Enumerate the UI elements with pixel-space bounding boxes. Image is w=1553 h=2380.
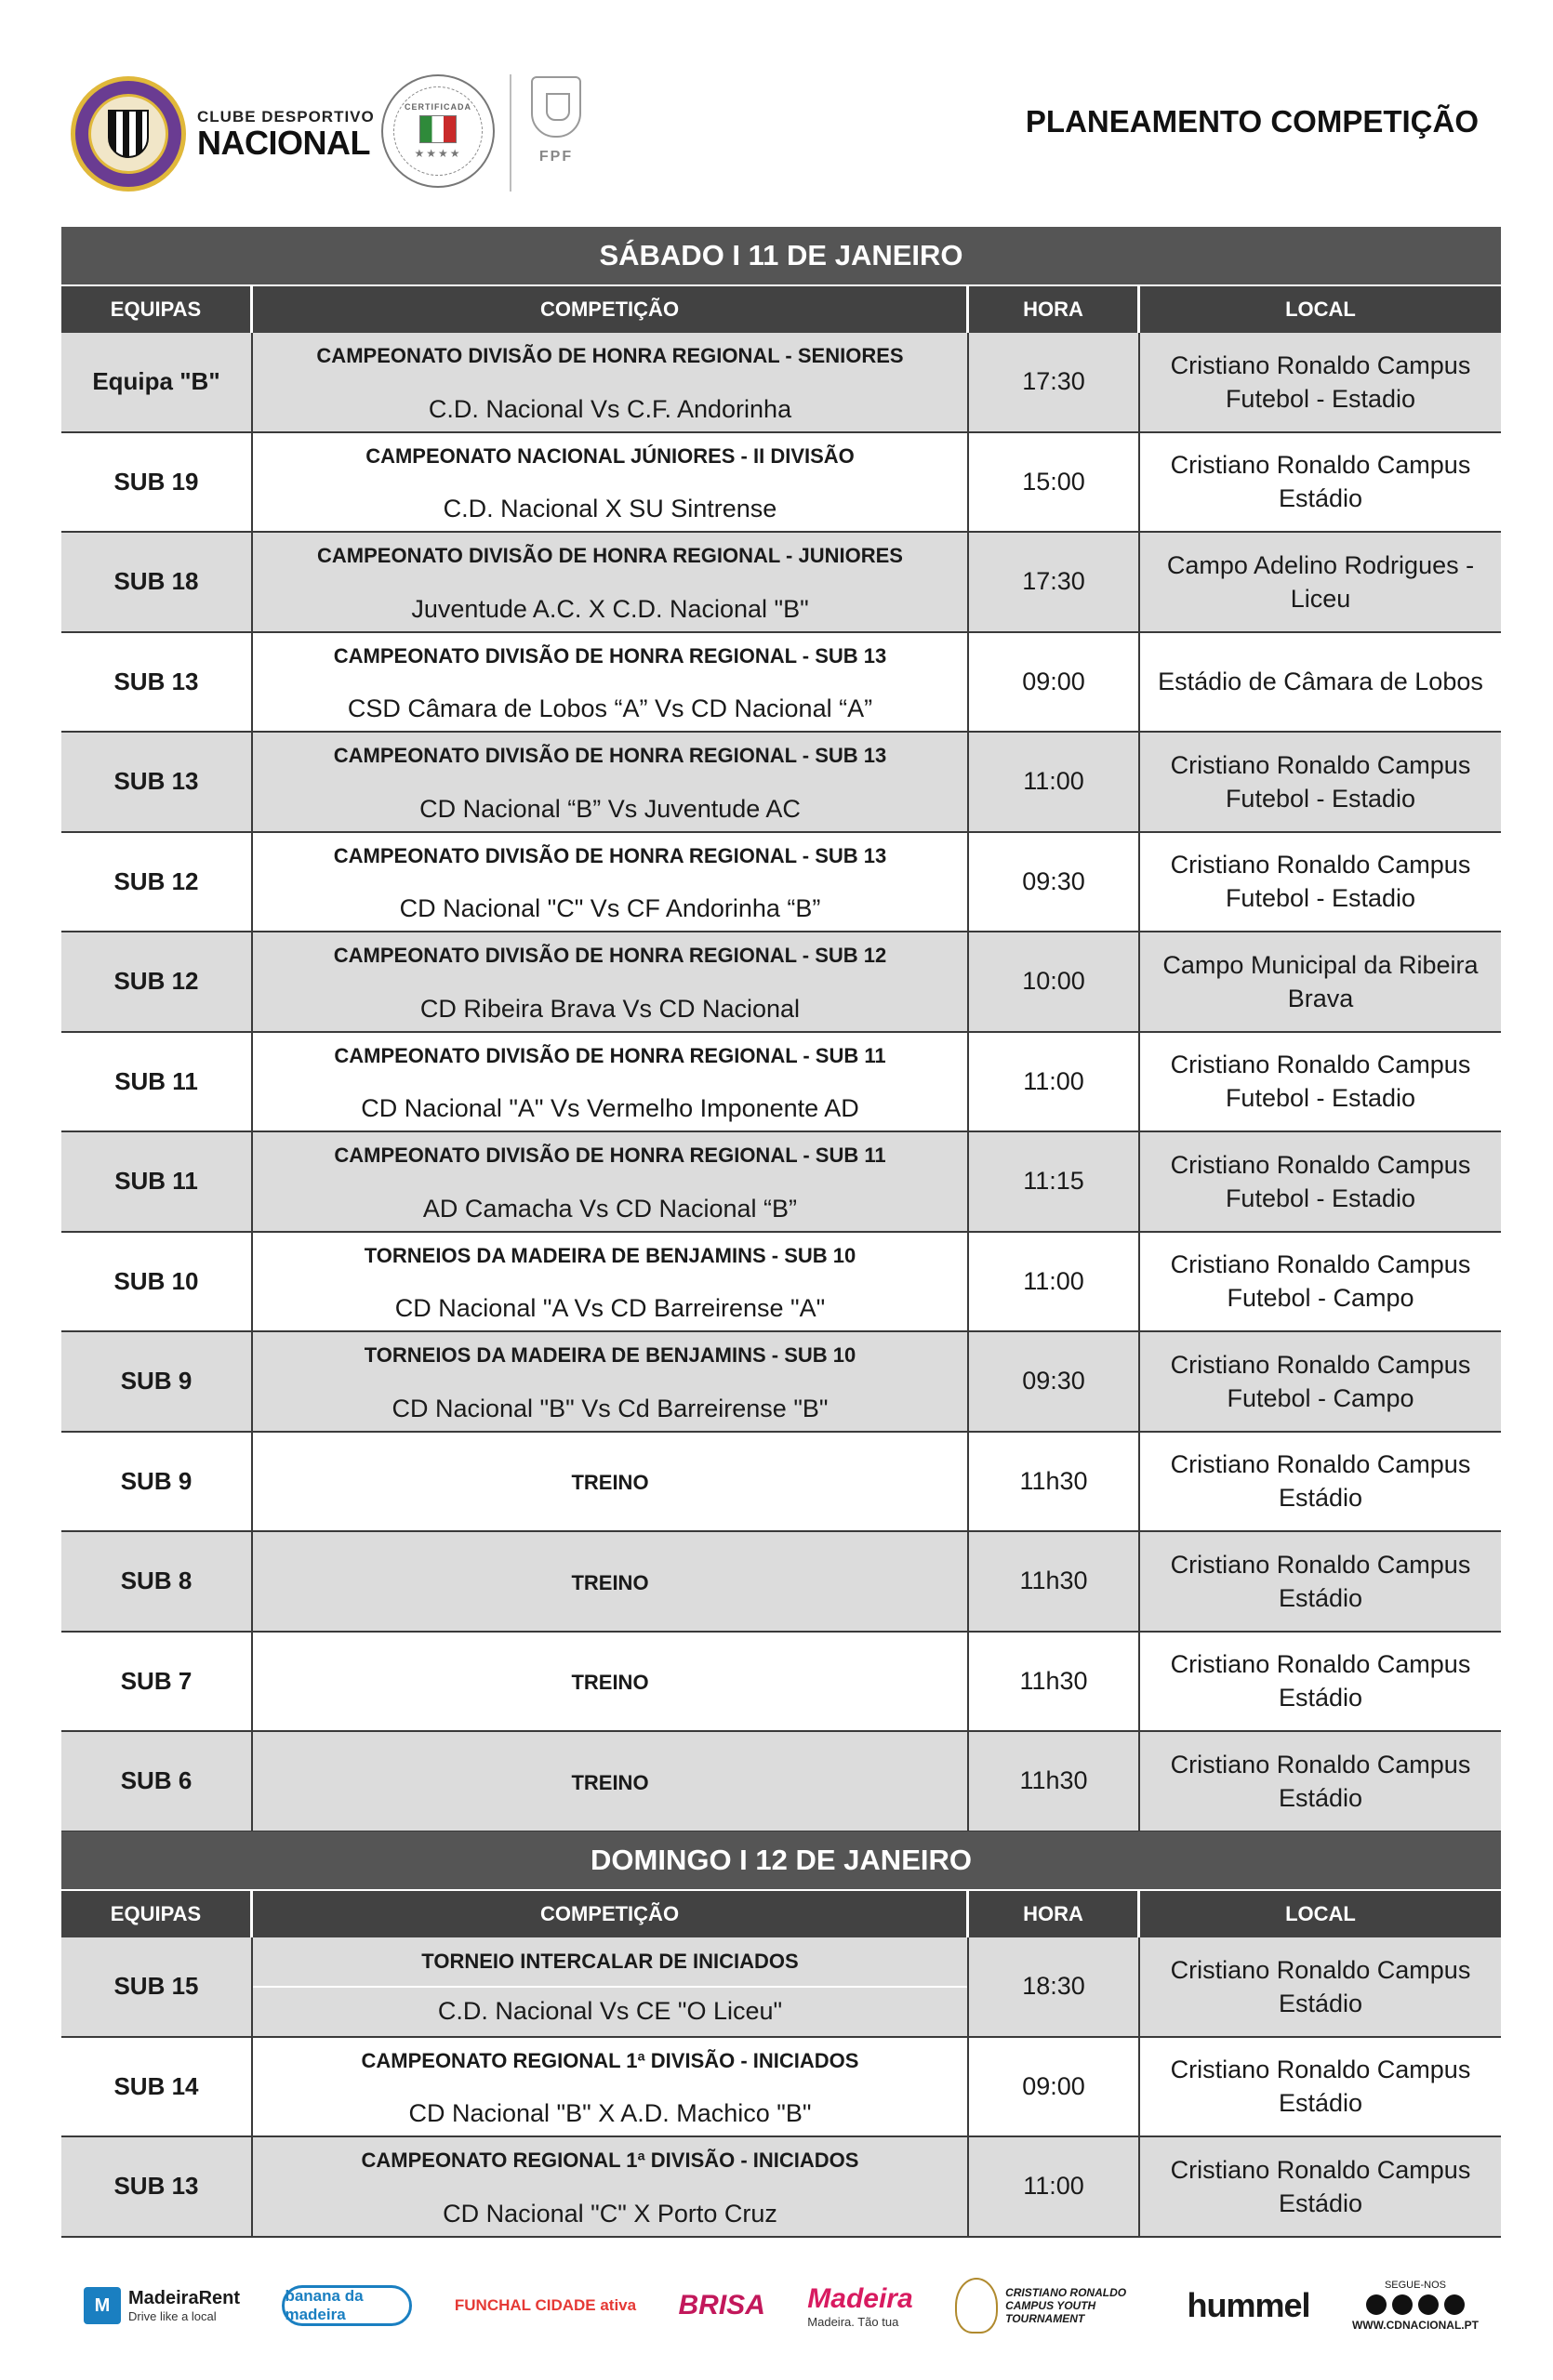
place-cell: Cristiano Ronaldo Campus Estádio: [1170, 2155, 1471, 2217]
club-name-small: CLUBE DESPORTIVO: [197, 108, 375, 126]
table-row: [61, 1132, 1501, 1233]
madeirarent-name: MadeiraRent: [128, 2288, 241, 2308]
competition-cell: [253, 1433, 969, 1531]
competition-cell: [253, 433, 969, 532]
place-cell: Campo Adelino Rodrigues - Liceu: [1166, 550, 1475, 613]
competition-name: CAMPEONATO REGIONAL 1ª DIVISÃO - INICIADOS: [361, 2149, 859, 2172]
place-cell: Cristiano Ronaldo Campus Estádio: [1170, 1450, 1471, 1513]
place-cell: Campo Municipal da Ribeira Brava: [1162, 950, 1479, 1012]
competition-name: TREINO: [571, 1671, 649, 1695]
match-name: CD Nacional "A" Vs Vermelho Imponente AD: [361, 1094, 859, 1122]
table-row: [61, 1532, 1501, 1633]
column-headers: [61, 284, 1501, 333]
table-row: [61, 1732, 1501, 1832]
club-name-big: NACIONAL: [197, 124, 370, 162]
competition-name: CAMPEONATO REGIONAL 1ª DIVISÃO - INICIADOS: [361, 2048, 859, 2072]
competition-name: TREINO: [571, 1471, 649, 1495]
twitter-icon[interactable]: [1418, 2294, 1439, 2315]
competition-cell: [253, 2137, 969, 2236]
madeirarent-sub: Drive like a local: [128, 2309, 217, 2323]
competition-name: CAMPEONATO DIVISÃO DE HONRA REGIONAL - SENIORES: [316, 344, 904, 367]
competition-name: CAMPEONATO DIVISÃO DE HONRA REGIONAL - JUNIORES: [317, 544, 903, 567]
facebook-icon[interactable]: [1366, 2294, 1387, 2315]
team-cell: SUB 15: [61, 1937, 253, 2036]
time-cell: 11h30: [969, 1433, 1140, 1531]
team-cell: SUB 13: [61, 2137, 253, 2236]
sponsor-banana: [282, 2285, 412, 2326]
team-cell: SUB 12: [61, 833, 253, 932]
col-time: HORA: [969, 286, 1140, 333]
team-cell: SUB 14: [61, 2038, 253, 2136]
competition-name: CAMPEONATO DIVISÃO DE HONRA REGIONAL - SUB 12: [333, 944, 887, 967]
table-row: [61, 633, 1501, 734]
header-divider: [510, 74, 511, 192]
competition-cell: [253, 1033, 969, 1131]
table-row: [61, 833, 1501, 933]
time-cell: 11:15: [969, 1132, 1140, 1231]
table-row: [61, 1433, 1501, 1533]
match-name: CD Nacional "B" X A.D. Machico "B": [408, 2099, 812, 2127]
day-header-sunday: DOMINGO I 12 DE JANEIRO: [61, 1831, 1501, 1889]
time-cell: 09:30: [969, 1332, 1140, 1431]
time-cell: 11:00: [969, 2137, 1140, 2236]
competition-cell: [253, 1937, 969, 2036]
competition-cell: [253, 1233, 969, 1331]
competition-cell: [253, 1732, 969, 1831]
fpf-crest-icon: [531, 76, 581, 138]
team-cell: SUB 9: [61, 1433, 253, 1531]
team-cell: SUB 19: [61, 433, 253, 532]
sponsor-madeirarent: [84, 2287, 240, 2324]
time-cell: 11h30: [969, 1732, 1140, 1831]
competition-name: TORNEIO INTERCALAR DE INICIADOS: [253, 1937, 967, 1988]
fpf-logo: [526, 76, 586, 165]
sponsor-madeira: [807, 2283, 912, 2329]
place-cell: Cristiano Ronaldo Campus Futebol - Estadio: [1170, 1150, 1471, 1212]
competition-cell: [253, 932, 969, 1031]
competition-name: TORNEIOS DA MADEIRA DE BENJAMINS - SUB 10: [364, 1243, 856, 1267]
column-headers: [61, 1889, 1501, 1937]
competition-name: TREINO: [571, 1770, 649, 1794]
competition-cell: [253, 2038, 969, 2136]
competition-cell: [253, 733, 969, 831]
place-cell: Cristiano Ronaldo Campus Estádio: [1170, 1955, 1471, 2017]
fpf-label: FPF: [538, 149, 574, 165]
time-cell: 11h30: [969, 1633, 1140, 1731]
club-name: [197, 108, 375, 160]
competition-name: CAMPEONATO DIVISÃO DE HONRA REGIONAL - SUB 11: [334, 1144, 886, 1167]
competition-name: TORNEIOS DA MADEIRA DE BENJAMINS - SUB 10: [364, 1343, 856, 1367]
place-cell: Cristiano Ronaldo Campus Futebol - Campo: [1170, 1250, 1471, 1313]
place-cell: Cristiano Ronaldo Campus Futebol - Campo: [1170, 1350, 1471, 1412]
time-cell: 11:00: [969, 733, 1140, 831]
madeira-name: Madeira: [807, 2282, 913, 2314]
team-cell: SUB 13: [61, 733, 253, 831]
competition-name: CAMPEONATO DIVISÃO DE HONRA REGIONAL - SUB 11: [334, 1043, 886, 1067]
team-cell: SUB 13: [61, 633, 253, 732]
col-comp: COMPETIÇÃO: [253, 286, 969, 333]
place-cell: Cristiano Ronaldo Campus Futebol - Estadio: [1170, 851, 1471, 913]
time-cell: 17:30: [969, 333, 1140, 431]
table-row: [61, 733, 1501, 833]
match-name: CD Nacional "B" Vs Cd Barreirense "B": [392, 1394, 829, 1422]
social-title: SEGUE-NOS: [1384, 2280, 1446, 2291]
match-name: AD Camacha Vs CD Nacional “B”: [422, 1194, 798, 1223]
time-cell: 09:30: [969, 833, 1140, 932]
table-row: [61, 1633, 1501, 1733]
place-cell: Cristiano Ronaldo Campus Futebol - Estadio: [1170, 350, 1471, 413]
place-cell: Estádio de Câmara de Lobos: [1158, 668, 1483, 696]
team-cell: SUB 9: [61, 1332, 253, 1431]
time-cell: 11h30: [969, 1532, 1140, 1631]
sponsor-crc: [955, 2278, 1145, 2334]
competition-name: CAMPEONATO DIVISÃO DE HONRA REGIONAL - SUB 13: [333, 643, 887, 668]
competition-cell: [253, 1332, 969, 1431]
cert-text: CERTIFICADA: [405, 102, 471, 112]
time-cell: 11:00: [969, 1033, 1140, 1131]
team-cell: SUB 12: [61, 932, 253, 1031]
col-team: EQUIPAS: [61, 286, 253, 333]
table-row: [61, 2038, 1501, 2138]
col-team: EQUIPAS: [61, 1891, 253, 1937]
time-cell: 17:30: [969, 533, 1140, 631]
sunday-rows: [61, 1937, 1501, 2238]
match-name: CD Nacional “B” Vs Juventude AC: [419, 794, 801, 823]
saturday-section: [61, 227, 1501, 1832]
place-cell: Cristiano Ronaldo Campus Estádio: [1170, 1750, 1471, 1812]
instagram-icon[interactable]: [1392, 2294, 1413, 2315]
competition-name: CAMPEONATO NACIONAL JÚNIORES - II DIVISÃO: [365, 443, 855, 468]
website-link[interactable]: WWW.CDNACIONAL.PT: [1351, 2319, 1479, 2332]
col-place: LOCAL: [1285, 298, 1356, 321]
place-cell: Cristiano Ronaldo Campus Estádio: [1170, 1550, 1471, 1612]
place-cell: Cristiano Ronaldo Campus Futebol - Estadio: [1170, 1051, 1471, 1113]
time-cell: 10:00: [969, 932, 1140, 1031]
table-row: [61, 433, 1501, 534]
competition-name: TREINO: [571, 1570, 649, 1594]
day-header-saturday: SÁBADO I 11 DE JANEIRO: [61, 227, 1501, 284]
match-name: C.D. Nacional Vs C.F. Andorinha: [428, 394, 792, 423]
table-row: [61, 533, 1501, 633]
place-cell: Cristiano Ronaldo Campus Estádio: [1170, 451, 1471, 513]
time-cell: 11:00: [969, 1233, 1140, 1331]
match-name: C.D. Nacional X SU Sintrense: [443, 495, 777, 522]
sponsors-bar: [84, 2268, 1479, 2343]
social-links: [1352, 2280, 1479, 2332]
competition-cell: [253, 1633, 969, 1731]
table-row: [61, 2137, 1501, 2238]
match-name: C.D. Nacional Vs CE "O Liceu": [437, 1997, 783, 2026]
team-cell: SUB 11: [61, 1132, 253, 1231]
competition-cell: [253, 1132, 969, 1231]
sponsor-funchal: FUNCHAL CIDADE ativa: [454, 2296, 637, 2314]
table-row: [61, 333, 1501, 433]
madeirarent-icon: M: [84, 2287, 121, 2324]
time-cell: 09:00: [969, 633, 1140, 732]
team-cell: SUB 10: [61, 1233, 253, 1331]
col-comp: COMPETIÇÃO: [253, 1891, 969, 1937]
crc-text: CRISTIANO RONALDO CAMPUS YOUTH TOURNAMENT: [1005, 2286, 1127, 2325]
sponsor-brisa: BRISA: [678, 2290, 765, 2320]
team-cell: SUB 11: [61, 1033, 253, 1131]
team-cell: SUB 18: [61, 533, 253, 631]
team-cell: Equipa "B": [61, 333, 253, 431]
match-name: CSD Câmara de Lobos “A” Vs CD Nacional “A”: [347, 694, 873, 722]
match-name: CD Nacional "A Vs CD Barreirense "A": [394, 1294, 826, 1322]
table-row: [61, 1332, 1501, 1433]
table-row: [61, 1033, 1501, 1133]
team-cell: SUB 6: [61, 1732, 253, 1831]
place-cell: Cristiano Ronaldo Campus Estádio: [1170, 2056, 1471, 2118]
competition-cell: [253, 633, 969, 732]
competition-name: CAMPEONATO DIVISÃO DE HONRA REGIONAL - SUB 13: [333, 744, 887, 767]
place-cell: Cristiano Ronaldo Campus Futebol - Estadio: [1170, 750, 1471, 813]
club-crest-icon: [71, 76, 186, 192]
time-cell: 18:30: [969, 1937, 1140, 2036]
madeira-sub: Madeira. Tão tua: [807, 2314, 899, 2329]
competition-cell: [253, 1532, 969, 1631]
team-cell: SUB 7: [61, 1633, 253, 1731]
time-cell: 09:00: [969, 2038, 1140, 2136]
col-time: HORA: [969, 1891, 1140, 1937]
team-cell: SUB 8: [61, 1532, 253, 1631]
competition-name: CAMPEONATO DIVISÃO DE HONRA REGIONAL - SUB 13: [333, 843, 887, 867]
match-name: Juventude A.C. X C.D. Nacional "B": [411, 594, 809, 623]
competition-cell: [253, 533, 969, 631]
page-header: [0, 0, 1553, 223]
page-title: PLANEAMENTO COMPETIÇÃO: [1025, 104, 1479, 139]
place-cell: Cristiano Ronaldo Campus Estádio: [1170, 1650, 1471, 1712]
match-name: CD Nacional "C" Vs CF Andorinha “B”: [399, 894, 821, 922]
certification-seal-icon: CERTIFICADA ★★★★: [381, 74, 495, 188]
table-row: [61, 1233, 1501, 1333]
table-row: [61, 1937, 1501, 2038]
time-cell: 15:00: [969, 433, 1140, 532]
col-place: LOCAL: [1285, 1902, 1356, 1925]
youtube-icon[interactable]: [1444, 2294, 1465, 2315]
sunday-section: [61, 1831, 1501, 2238]
match-name: CD Nacional "C" X Porto Cruz: [443, 2199, 777, 2228]
saturday-rows: [61, 333, 1501, 1832]
competition-cell: [253, 833, 969, 932]
competition-cell: [253, 333, 969, 431]
table-row: [61, 932, 1501, 1033]
sponsor-hummel: hummel: [1187, 2286, 1310, 2324]
crc-trophy-icon: [955, 2278, 998, 2334]
banana-logo: banana da madeira: [282, 2285, 412, 2326]
match-name: CD Ribeira Brava Vs CD Nacional: [419, 994, 801, 1023]
